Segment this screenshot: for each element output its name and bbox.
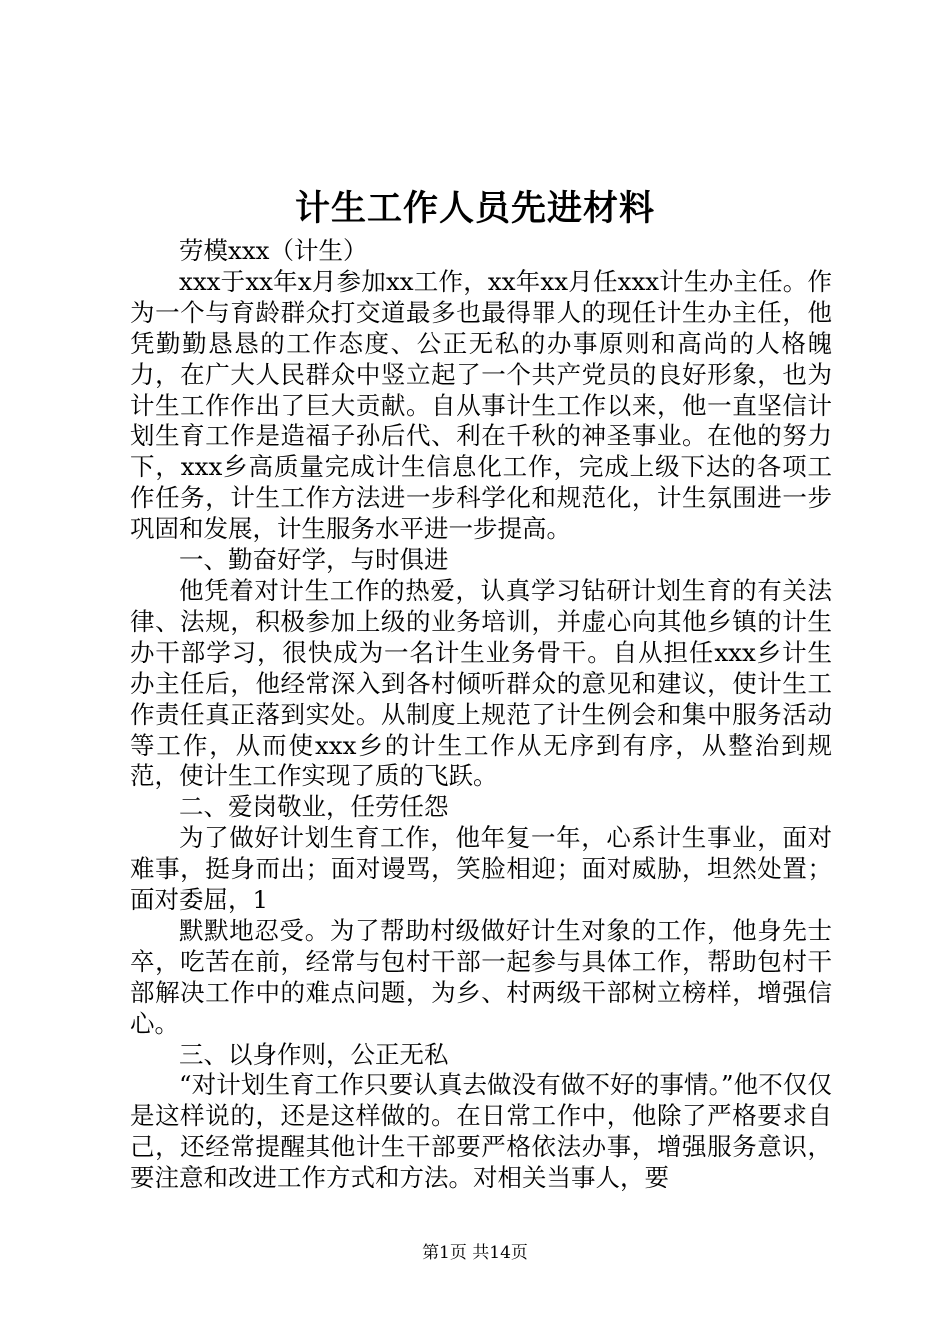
paragraph-section-3: “对计划生育工作只要认真去做没有做不好的事情。”他不仅仅是这样说的，还是这样做的。在日常工作中，他除了严格要求自己，还经常提醒其他计生干部要严格依法办事，增强服务意识，要注意和改进工作方式和方法。对相关当事人，要 [130,1070,832,1193]
page-number-footer: 第1页 共14页 [422,1243,528,1263]
section-heading-2: 二、爱岗敬业，任劳任怨 [179,792,449,822]
document-title: 计生工作人员先进材料 [294,188,655,229]
document-body [130,236,832,1194]
section-heading-1: 一、勤奋好学，与时俱进 [179,545,449,575]
section-heading-3: 三、以身作则，公正无私 [179,1039,449,1069]
paragraph-section-2b: 默默地忍受。为了帮助村级做好计生对象的工作，他身先士卒，吃苦在前，经常与包村干部一起参与具体工作，帮助包村干部解决工作中的难点问题，为乡、村两级干部树立榜样，增强信心。 [130,915,832,1038]
paragraph-section-2a: 为了做好计划生育工作，他年复一年，心系计生事业，面对难事，挺身而出；面对谩骂，笑脸相迎；面对威胁，坦然处置；面对委屈，1 [130,823,832,915]
paragraph-intro: xxx于xx年x月参加xx工作，xx年xx月任xxx计生办主任。作为一个与育龄群众打交道最多也最得罪人的现任计生办主任，他凭勤勤恳恳的工作态度、公正无私的办事原则和高尚的人格魄力，在广大人民群众中竖立起了一个共产党员的良好形象，也为计生工作作出了巨大贡献。自从事计生工作以来，他一直坚信计划生育工作是造福子孙后代、利在千秋的神圣事业。在他的努力下，xxx乡高质量完成计生信息化工作，完成上级下达的各项工作任务，计生工作方法进一步科学化和规范化，计生氛围进一步巩固和发展，计生服务水平进一步提高。 [130,266,832,544]
paragraph-section-1: 他凭着对计生工作的热爱，认真学习钻研计划生育的有关法律、法规，积极参加上级的业务培训，并虚心向其他乡镇的计生办干部学习，很快成为一名计生业务骨干。自从担任xxx乡计生办主任后，他经常深入到各村倾听群众的意见和建议，使计生工作责任真正落到实处。从制度上规范了计生例会和集中服务活动等工作，从而使xxx乡的计生工作从无序到有序，从整治到规范，使计生工作实现了质的飞跃。 [130,575,832,791]
paragraph-author: 劳模xxx（计生） [179,236,368,265]
